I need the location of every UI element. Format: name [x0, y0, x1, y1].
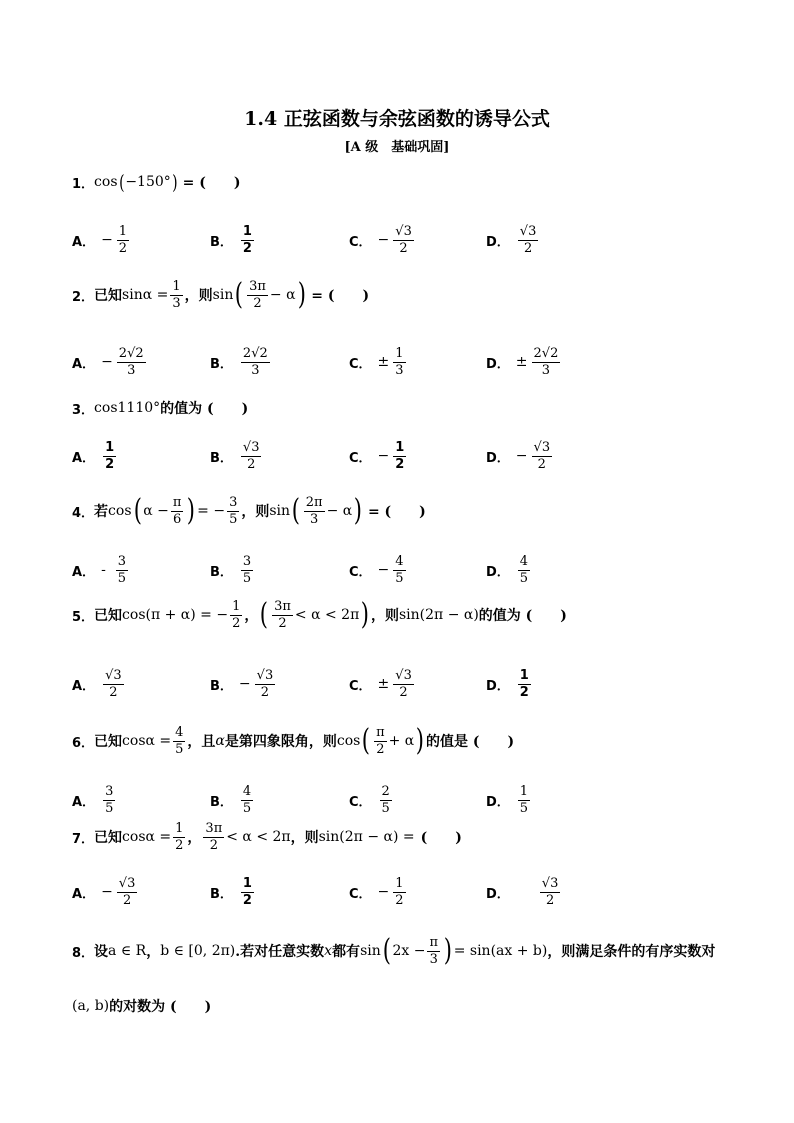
question-tail: = ( ) [182, 175, 241, 191]
numerator: 2√2 [533, 345, 559, 361]
q7-option-b[interactable] [210, 877, 256, 907]
option-label: B． [210, 564, 233, 580]
denominator: 2 [247, 456, 256, 472]
expr: < α < 2π [226, 829, 291, 846]
denominator: 2 [105, 456, 115, 472]
question-text: 都有 [332, 944, 361, 961]
page-title: 1.4 正弦函数与余弦函数的诱导公式 [244, 108, 550, 130]
denominator: 2 [399, 240, 408, 256]
paren: ( [235, 277, 244, 313]
q5-option-a[interactable] [72, 669, 126, 699]
denominator: 2 [175, 837, 184, 853]
q2-option-b[interactable] [210, 347, 272, 377]
denominator: 3 [172, 295, 181, 311]
q5-expression-2: sin(2π − α) [399, 607, 479, 624]
paren: ) [187, 493, 196, 529]
fraction [117, 877, 138, 907]
fraction [393, 441, 406, 471]
question-tail: = ( ) [311, 288, 370, 305]
numerator: 1 [519, 783, 529, 799]
q2-expression-2 [212, 277, 308, 313]
denominator: 5 [395, 570, 404, 586]
option-label: C． [349, 450, 372, 466]
q1-option-b[interactable] [210, 225, 256, 255]
denominator: 2 [537, 456, 546, 472]
numerator: 3π [274, 599, 291, 614]
q6-expression-2 [336, 723, 426, 759]
fraction [532, 347, 561, 377]
punct: ， [187, 830, 202, 847]
option-sign: − [377, 448, 390, 464]
numerator: π [376, 725, 385, 740]
q1-option-d[interactable] [486, 225, 540, 255]
denominator: 2 [109, 684, 118, 700]
expr: < α < 2π [294, 607, 360, 624]
denominator: 3 [541, 362, 551, 378]
option-label: D． [486, 886, 510, 902]
numerator: 3 [242, 553, 252, 569]
option-label: C． [349, 234, 372, 250]
fraction [103, 441, 116, 471]
option-sign: − [101, 232, 113, 248]
numerator: 2√2 [118, 345, 144, 361]
q2-option-c[interactable] [349, 347, 408, 377]
q3-option-d[interactable] [486, 441, 554, 471]
option-label: D． [486, 234, 510, 250]
paren: ) [353, 493, 363, 529]
q8-expression [360, 933, 548, 969]
numerator: 1 [232, 599, 241, 614]
fraction [241, 225, 254, 255]
denominator: 5 [229, 511, 238, 527]
question-text: 是第四象限角，则 [224, 734, 337, 751]
question-number: 7． [72, 831, 95, 847]
fraction [241, 441, 262, 471]
question-text: 若 [94, 504, 109, 521]
fraction [304, 496, 325, 526]
q7-option-c[interactable] [349, 877, 408, 907]
question-number: 1． [72, 176, 95, 192]
fraction [230, 600, 242, 630]
question-text: ，则 [184, 288, 213, 305]
numerator: √3 [541, 875, 559, 891]
paren: ( [362, 723, 371, 759]
numerator: π [172, 495, 182, 510]
fraction [518, 225, 539, 255]
fraction [380, 785, 392, 815]
option-sign: - [101, 562, 106, 578]
numerator: 2π [305, 495, 323, 510]
q7-options [72, 874, 722, 910]
denominator: 3 [310, 511, 319, 527]
question-tail: 的值为 ( ) [478, 608, 567, 625]
expr: = − [197, 503, 226, 520]
question-text: ，且 [187, 734, 216, 751]
q3-option-c[interactable] [349, 441, 408, 471]
paren: ( [291, 493, 300, 529]
q7-expression-2: sin(2π − α) = [318, 829, 415, 846]
paren: ( [133, 493, 142, 529]
paren: ) [416, 723, 425, 759]
option-label: A． [72, 234, 96, 250]
denominator: 5 [242, 800, 252, 816]
option-label: A． [72, 794, 96, 810]
option-sign: ± [377, 354, 390, 370]
fraction [171, 496, 184, 526]
option-sign: − [377, 562, 390, 578]
option-label: B． [210, 886, 233, 902]
fraction [374, 726, 387, 756]
option-label: B． [210, 678, 233, 694]
option-sign: ± [377, 676, 390, 692]
question-number: 4． [72, 505, 95, 521]
numerator: 2 [381, 783, 390, 799]
option-label: D． [486, 678, 510, 694]
fraction [103, 785, 115, 815]
fraction [170, 280, 182, 310]
q1-option-c[interactable] [349, 225, 416, 255]
option-sign: − [377, 232, 390, 248]
numerator: √3 [242, 439, 260, 455]
q4-options [72, 552, 722, 588]
numerator: 3 [229, 495, 238, 510]
numerator: 1 [242, 875, 252, 891]
numerator: √3 [118, 875, 136, 891]
option-sign: − [515, 448, 528, 464]
denominator: 3 [395, 362, 404, 378]
fraction [393, 877, 405, 907]
denominator: 5 [242, 570, 252, 586]
q6-expression [122, 726, 187, 756]
question-text: 设 [94, 944, 109, 961]
argument: −150° [125, 174, 171, 190]
option-label: B． [210, 234, 233, 250]
question-2 [72, 277, 370, 313]
question-tail: 的对数为 ( ) [109, 999, 212, 1015]
numerator: 1 [105, 439, 115, 455]
func-name: sin [360, 943, 381, 960]
question-number: 8． [72, 945, 95, 961]
fraction [116, 555, 128, 585]
punct: ， [244, 608, 259, 625]
q6-option-a[interactable] [72, 785, 117, 815]
expr: a ∈ R [108, 943, 147, 960]
numerator: 3π [249, 279, 266, 294]
expr: − α [326, 503, 353, 520]
fraction [427, 936, 440, 966]
denominator: 2 [209, 837, 218, 853]
numerator: 2√2 [242, 345, 268, 361]
numerator: 1 [519, 667, 529, 683]
q1-options [72, 222, 722, 258]
question-text: ，则 [290, 830, 319, 847]
question-text: 已知 [94, 734, 123, 751]
numerator: 3 [105, 783, 114, 799]
option-label: C． [349, 678, 372, 694]
option-label: B． [210, 356, 233, 372]
q5-expression [122, 597, 371, 633]
option-sign: − [238, 676, 251, 692]
fraction [518, 785, 530, 815]
q2-options [72, 344, 722, 380]
expr: cosα = [122, 829, 172, 846]
expr: + α [388, 733, 415, 750]
option-label: C． [349, 356, 372, 372]
denominator: 5 [175, 741, 184, 757]
numerator: 1 [395, 439, 405, 455]
option-label: A． [72, 564, 96, 580]
denominator: 2 [232, 615, 241, 631]
numerator: 1 [175, 821, 184, 836]
question-tail: = ( ) [367, 504, 426, 521]
q3-option-a[interactable] [72, 441, 118, 471]
option-label: C． [349, 794, 372, 810]
expr: = sin(ax + b) [453, 943, 548, 960]
q2-option-a[interactable] [72, 347, 148, 377]
expr: (a, b) [72, 998, 110, 1014]
q6-option-c[interactable] [349, 785, 394, 815]
option-label: A． [72, 450, 96, 466]
q2-expression [122, 280, 185, 310]
option-label: A． [72, 886, 96, 902]
numerator: 3 [117, 553, 127, 569]
question-text: .若对任意实数 [235, 944, 325, 961]
q6-options [72, 782, 722, 818]
q5-option-d[interactable] [486, 669, 533, 699]
question-text: ，则 [241, 504, 270, 521]
option-label: D． [486, 564, 510, 580]
fraction [518, 669, 531, 699]
q3-expression: cos1110° [94, 400, 161, 416]
numerator: 4 [242, 783, 252, 799]
denominator: 2 [118, 240, 128, 256]
fraction [103, 669, 124, 699]
numerator: √3 [519, 223, 537, 239]
fraction [203, 822, 224, 852]
numerator: √3 [256, 667, 274, 683]
expr: sinα = [122, 287, 169, 304]
q5-option-b[interactable] [210, 669, 277, 699]
fraction [117, 347, 146, 377]
paren: ( [118, 170, 125, 194]
q6-option-d[interactable] [486, 785, 532, 815]
numerator: 4 [395, 553, 404, 569]
question-7 [72, 822, 462, 852]
denominator: 2 [395, 892, 404, 908]
fraction [173, 822, 185, 852]
denominator: 3 [429, 951, 438, 967]
section-subtitle: [A 级 基础巩固] [344, 140, 450, 155]
fraction [241, 877, 254, 907]
numerator: √3 [533, 439, 551, 455]
fraction [393, 225, 414, 255]
paren: ) [443, 933, 452, 969]
denominator: 2 [242, 240, 252, 256]
denominator: 3 [127, 362, 136, 378]
fraction [241, 555, 253, 585]
denominator: 5 [105, 800, 114, 816]
question-3 [72, 398, 248, 418]
denominator: 2 [376, 741, 385, 757]
denominator: 5 [381, 800, 390, 816]
func-name: cos [108, 503, 132, 520]
q4-expression-2 [269, 493, 364, 529]
numerator: √3 [395, 223, 412, 239]
numerator: 1 [395, 345, 404, 361]
q3-option-b[interactable] [210, 441, 263, 471]
question-8-line-2 [72, 996, 211, 1016]
denominator: 2 [399, 684, 408, 700]
q5-options [72, 666, 722, 702]
fraction [393, 669, 414, 699]
numerator: √3 [105, 667, 122, 683]
option-label: A． [72, 678, 96, 694]
question-1 [72, 172, 240, 192]
numerator: 1 [172, 279, 181, 294]
q1-option-a[interactable] [72, 225, 131, 255]
option-sign: − [101, 884, 113, 900]
option-sign: − [101, 354, 113, 370]
option-label: C． [349, 886, 372, 902]
numerator: 1 [395, 875, 404, 891]
denominator: 2 [395, 456, 405, 472]
question-text: 已知 [94, 288, 123, 305]
numerator: 4 [175, 725, 184, 740]
numerator: 3π [205, 821, 223, 836]
q4-option-d[interactable] [486, 555, 532, 585]
option-label: D． [486, 794, 510, 810]
option-label: C． [349, 564, 372, 580]
question-text: 已知 [94, 608, 123, 625]
fraction [255, 669, 276, 699]
option-sign: ± [515, 354, 528, 370]
question-tail: 的值为 ( ) [160, 401, 249, 417]
denominator: 2 [523, 240, 533, 256]
denominator: 5 [519, 570, 529, 586]
expr: b ∈ [0, 2π) [160, 943, 236, 960]
option-label: D． [486, 450, 510, 466]
q3-options [72, 438, 722, 474]
question-number: 2． [72, 289, 95, 305]
fraction [540, 877, 561, 907]
func-name: cos [94, 174, 118, 190]
q7-option-d[interactable] [486, 877, 562, 907]
option-label: B． [210, 450, 233, 466]
fraction [247, 280, 268, 310]
denominator: 3 [251, 362, 260, 378]
numerator: 1 [242, 223, 252, 239]
question-text: 已知 [94, 830, 123, 847]
denominator: 2 [519, 684, 529, 700]
denominator: 2 [278, 615, 287, 631]
fraction [518, 555, 530, 585]
denominator: 2 [260, 684, 270, 700]
punct: ， [146, 944, 161, 961]
q1-expression [94, 172, 240, 192]
denominator: 2 [122, 892, 132, 908]
paren: ( [260, 597, 269, 633]
paren: ( [382, 933, 391, 969]
q2-option-d[interactable] [486, 347, 562, 377]
q4-option-c[interactable] [349, 555, 408, 585]
fraction [532, 441, 553, 471]
expr: α − [143, 503, 169, 520]
q4-option-a[interactable] [72, 555, 130, 585]
q5-option-c[interactable] [349, 669, 416, 699]
paren: ) [361, 597, 370, 633]
expr: cos(π + α) = − [122, 607, 229, 624]
question-number: 5． [72, 609, 95, 625]
fraction [241, 785, 253, 815]
numerator: 1 [118, 223, 128, 239]
fraction [173, 726, 185, 756]
option-label: B． [210, 794, 233, 810]
fraction [272, 600, 293, 630]
denominator: 2 [545, 892, 555, 908]
denominator: 2 [242, 892, 252, 908]
denominator: 5 [519, 800, 529, 816]
denominator: 5 [117, 570, 127, 586]
question-6 [72, 723, 515, 759]
question-4 [72, 493, 426, 529]
option-sign: − [377, 884, 390, 900]
paren: ) [171, 170, 178, 194]
denominator: 6 [173, 511, 182, 527]
question-text: ，则 [371, 608, 399, 625]
func-name: cos [336, 733, 361, 750]
fraction [227, 496, 239, 526]
question-text: ，则满足条件的有序实数对 [547, 944, 716, 961]
question-tail: 的值是 ( ) [425, 734, 515, 751]
expr: cosα = [122, 733, 172, 750]
fraction [393, 347, 405, 377]
q4-expression [108, 493, 241, 529]
q7-expression [122, 822, 291, 852]
question-tail: ( ) [420, 830, 462, 847]
q6-option-b[interactable] [210, 785, 255, 815]
numerator: π [429, 935, 438, 950]
option-label: D． [486, 356, 510, 372]
question-number: 6． [72, 735, 95, 751]
variable: x [324, 943, 333, 960]
fraction [241, 347, 270, 377]
option-label: A． [72, 356, 96, 372]
fraction [393, 555, 405, 585]
denominator: 2 [253, 295, 262, 311]
func-name: sin [269, 503, 291, 520]
paren: ) [297, 277, 306, 313]
expr: − α [269, 287, 296, 304]
func-name: sin [212, 287, 234, 304]
q7-option-a[interactable] [72, 877, 139, 907]
fraction [117, 225, 129, 255]
expr: 2x − [392, 943, 426, 960]
variable: α [215, 733, 225, 750]
question-number: 3． [72, 402, 95, 418]
numerator: 4 [519, 553, 529, 569]
question-5 [72, 597, 567, 633]
question-8 [72, 933, 716, 969]
numerator: √3 [395, 667, 412, 683]
q4-option-b[interactable] [210, 555, 255, 585]
